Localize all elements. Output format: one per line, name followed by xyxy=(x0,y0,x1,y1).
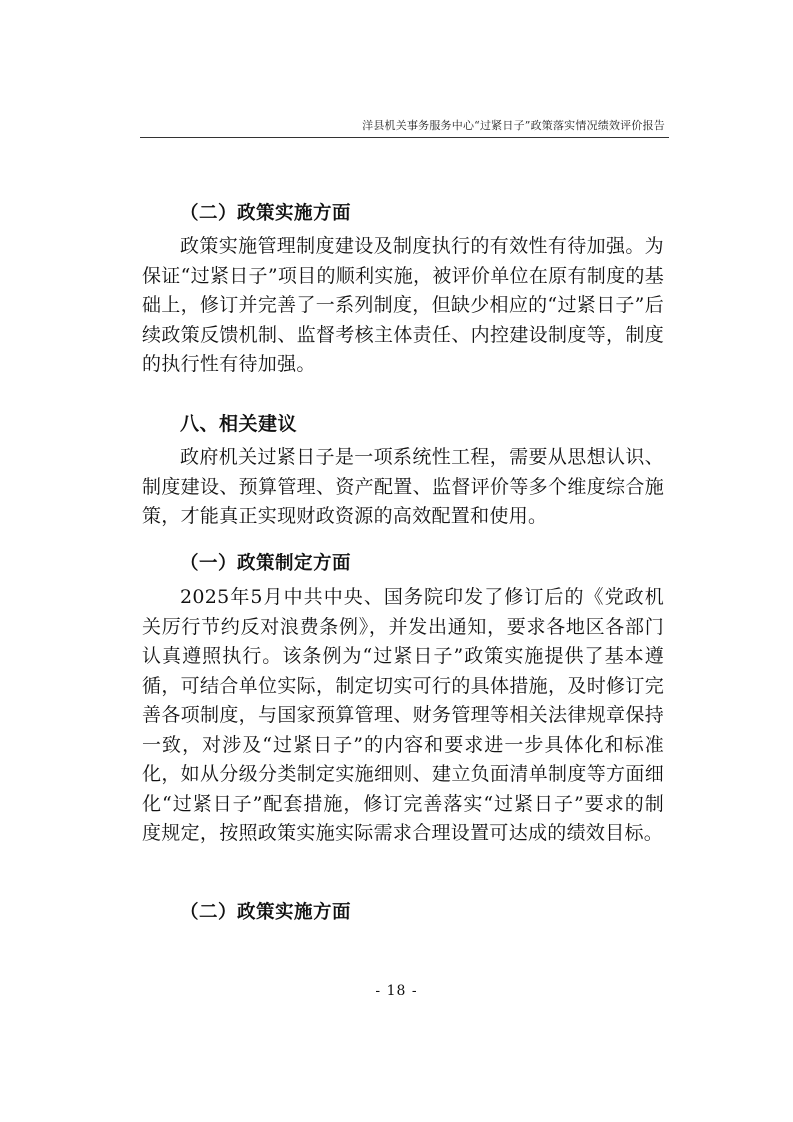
paragraph-recommendations-intro: 政府机关过紧日子是一项系统性工程，需要从思想认识、制度建设、预算管理、资产配置、监督评价等多个维度综合施策，才能真正实现财政资源的高效配置和使用。 xyxy=(142,446,664,527)
paragraph-implementation-findings: 政策实施管理制度建设及制度执行的有效性有待加强。为保证“过紧日子”项目的顺利实施，被评价单位在原有制度的基础上，修订并完善了一系列制度，但缺少相应的“过紧日子”后续政策反馈机制、监督考核主体责任、内控建设制度等，制度的执行性有待加强。 xyxy=(142,235,664,375)
section-heading-policy-implementation: （二）政策实施方面 xyxy=(180,203,352,224)
paragraph-policy-formulation: 2025年5月中共中央、国务院印发了修订后的《党政机关厉行节约反对浪费条例》，并发出通知，要求各地区各部门认真遵照执行。该条例为“过紧日子”政策实施提供了基本遵循，可结合单位实际，制定切实可行的具体措施，及时修订完善各项制度，与国家预算管理、财务管理等相关法律规章保持一致，对涉及“过紧日子”的内容和要求进一步具体化和标准化，如从分级分类制定实施细则、建立负面清单制度等方面细化“过紧日子”配套措施，修订完善落实“过紧日子”要求的制度规定，按照政策实施实际需求合理设置可达成的绩效目标。 xyxy=(142,586,664,844)
page-number: - 18 - xyxy=(375,983,418,999)
running-title: 洋县机关事务服务中心“过紧日子”政策落实情况绩效评价报告 xyxy=(362,119,665,132)
section-heading-policy-implementation-2: （二）政策实施方面 xyxy=(180,902,352,923)
header-divider xyxy=(140,137,669,138)
chapter-heading-recommendations: 八、相关建议 xyxy=(180,413,298,435)
section-heading-policy-formulation: （一）政策制定方面 xyxy=(180,553,352,574)
